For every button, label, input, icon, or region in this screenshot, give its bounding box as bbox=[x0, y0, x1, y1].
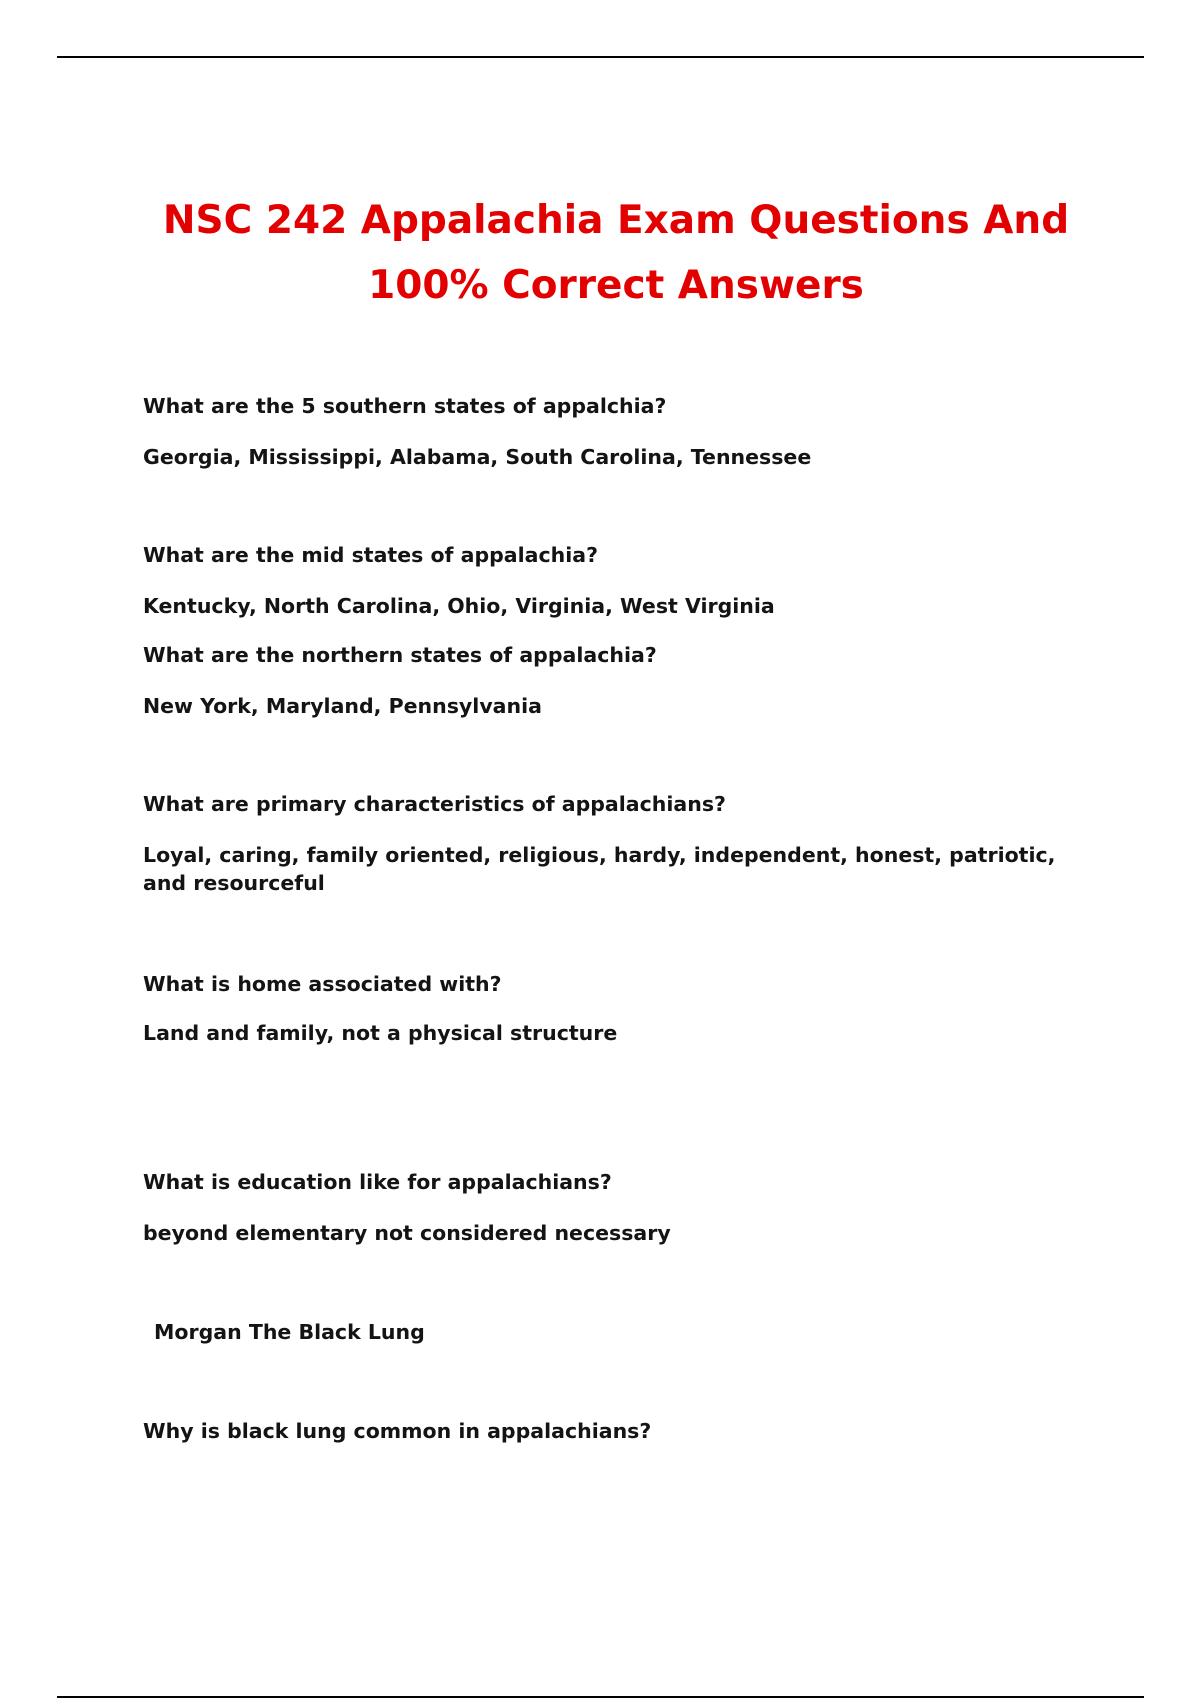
answer-characteristics: Loyal, caring, family oriented, religious, hardy, independent, honest, patriotic, and resourceful bbox=[143, 843, 1056, 895]
question-characteristics: What are primary characteristics of appalachians? bbox=[143, 792, 726, 816]
document-title bbox=[0, 188, 1200, 318]
answer-southern-states: Georgia, Mississippi, Alabama, South Carolina, Tennessee bbox=[143, 445, 812, 469]
answer-northern-states: New York, Maryland, Pennsylvania bbox=[143, 694, 542, 718]
question-southern-states: What are the 5 southern states of appalchia? bbox=[143, 394, 667, 418]
title-line-1: NSC 242 Appalachia Exam Questions And bbox=[162, 198, 1070, 243]
section-heading: Morgan The Black Lung bbox=[154, 1320, 425, 1344]
question-black-lung: Why is black lung common in appalachians? bbox=[143, 1419, 652, 1443]
question-mid-states: What are the mid states of appalachia? bbox=[143, 543, 598, 567]
answer-mid-states: Kentucky, North Carolina, Ohio, Virginia, West Virginia bbox=[143, 594, 775, 618]
question-northern-states: What are the northern states of appalachia? bbox=[143, 643, 657, 667]
top-divider bbox=[57, 56, 1144, 58]
answer-home: Land and family, not a physical structure bbox=[143, 1021, 618, 1045]
answer-education: beyond elementary not considered necessary bbox=[143, 1221, 671, 1245]
question-education: What is education like for appalachians? bbox=[143, 1170, 612, 1194]
question-home: What is home associated with? bbox=[143, 972, 502, 996]
bottom-divider bbox=[57, 1696, 1144, 1698]
title-line-2: 100% Correct Answers bbox=[368, 263, 864, 308]
